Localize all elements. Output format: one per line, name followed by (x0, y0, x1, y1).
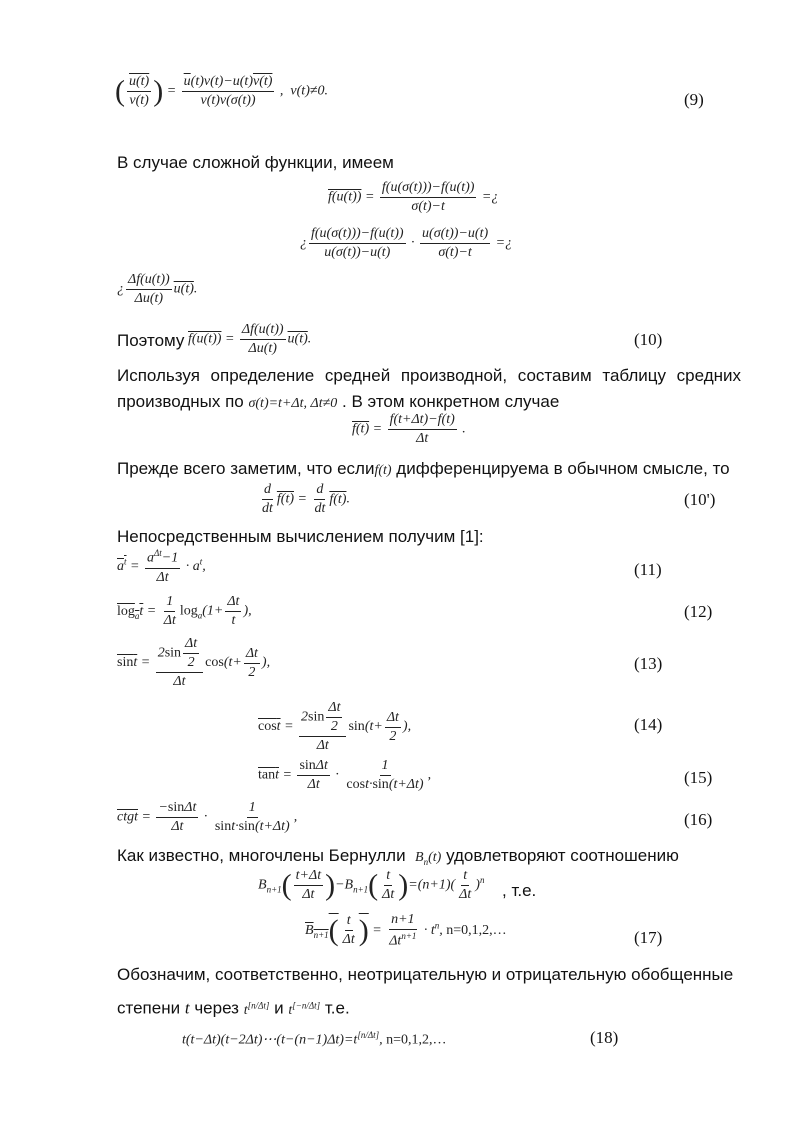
equation-number-9: (9) (684, 90, 704, 109)
equation-12: $\log_at$ = $\frac{1}{\Delta t}$ $\log_a(1+$ $\frac{\Delta t}{t}$ ), (117, 594, 252, 628)
equation-9: ( $\frac{u(t)}{v(t)}$ ) = $\frac{\overline{u}(t)v(t)-u(t)v(t)}{v(t)v(\sigma(t))}$ , v(t)≠0. (115, 74, 329, 108)
equation-composite-line-1: f(u(t)) = $\frac{f(u(\sigma(t)))-f(u(t))}{\sigma(t)-t}$ =¿ (328, 180, 499, 214)
paragraph-complex-function: В случае сложной функции, имеем (117, 153, 394, 172)
equation-15: tant = $\frac{\sin\Delta t}{\Delta t}$ · $\frac{1}{\cos t\cdot\sin(t+\Delta t)}$ , (258, 758, 432, 792)
equation-13: sint = 2sin $\frac{\Delta t}{2}$ Δt cos(t+ $\frac{\Delta t}{2}$ ), (117, 636, 271, 689)
equation-number-10: (10) (634, 330, 663, 349)
equation-composite-line-2: ¿ $\frac{f(u(\sigma(t)))-f(u(t))}{u(\sigma(t))-u(t)}$ · $\frac{u(\sigma(t))-u(t)}{\sigma(t)-t}$ =¿ (300, 226, 513, 260)
equation-number-14: (14) (634, 715, 663, 734)
equation-composite-line-3: ¿ $\frac{\Delta f(u(t))}{\Delta u(t)}$ u(t). (117, 272, 198, 306)
equation-14: cost = 2sin $\frac{\Delta t}{2}$ Δt sin(t+ $\frac{\Delta t}{2}$ ), (258, 700, 412, 753)
paragraph-first-of-all: Прежде всего заметим, что еслиf(t) дифференцируема в обычном смысле, то (117, 459, 730, 478)
equation-bernoulli-relation: $B_{n+1}$( $\frac{t+\Delta t}{\Delta t}$ )$-B_{n+1}$( $\frac{t}{\Delta t}$ )=(n+1)( $\frac{t}{\Delta t}$ )$^n$ (258, 868, 485, 902)
equation-16: ctgt = $\frac{-\sin\Delta t}{\Delta t}$ · $\frac{1}{\sin t\cdot\sin(t+\Delta t)}$ , (117, 800, 298, 834)
equation-number-12: (12) (684, 602, 713, 621)
paragraph-direct-calculation: Непосредственным вычислением получим [1]: (117, 527, 484, 546)
paragraph-bernoulli: Как известно, многочлены Бернулли $B_n(t)$ удовлетворяют соотношению (117, 846, 679, 867)
paragraph-denote-line-2: степени t через t[n/Δt] и t[−n/Δt] т.е. (117, 998, 350, 1018)
paragraph-using-definition: Используя определение средней производной, составим таблицу средних производных по σ(t)=t+Δt, Δt≠0 . В этом конкретном случае (117, 366, 741, 411)
equation-18: t(t−Δt)(t−2Δt)⋯(t−(n−1)Δt)=t[n/Δt], n=0,1,2,… (182, 1030, 447, 1048)
equation-average-derivative: f(t) = $\frac{f(t+\Delta t)-f(t)}{\Delta t}$ . (352, 412, 466, 446)
text-that-is: , т.е. (502, 881, 537, 900)
equation-number-11: (11) (634, 560, 662, 579)
paragraph-denote-line-1: Обозначим, соответственно, неотрицательную и отрицательную обобщенные (117, 965, 734, 984)
equation-number-15: (15) (684, 768, 713, 787)
equation-number-16: (16) (684, 810, 713, 829)
equation-10-prime: $\frac{d}{dt}$ f(t) = $\frac{d}{dt}$ f(t). (262, 482, 350, 516)
equation-number-13: (13) (634, 654, 663, 673)
equation-10: f(u(t)) = $\frac{\Delta f(u(t))}{\Delta u(t)}$ u(t). (188, 322, 312, 356)
equation-number-10-prime: (10') (684, 490, 716, 509)
paragraph-therefore: Поэтому (117, 331, 185, 350)
equation-number-17: (17) (634, 928, 663, 947)
equation-17: $B_{n+1}$( $\frac{t}{\Delta t}$ ) = $\frac{n+1}{\Delta t^{n+1}}$ · $t^n$, n=0,1,2,… (305, 912, 507, 949)
paragraph-using-text: Используя определение средней производной, составим таблицу средних производных по (117, 366, 741, 411)
paragraph-using-tail: . В этом конкретном случае (342, 392, 560, 411)
equation-number-18: (18) (590, 1028, 619, 1047)
equation-11: $a^t$ = $\frac{a^{\Delta t}-1}{\Delta t}$ · $a^t$, (117, 548, 206, 585)
